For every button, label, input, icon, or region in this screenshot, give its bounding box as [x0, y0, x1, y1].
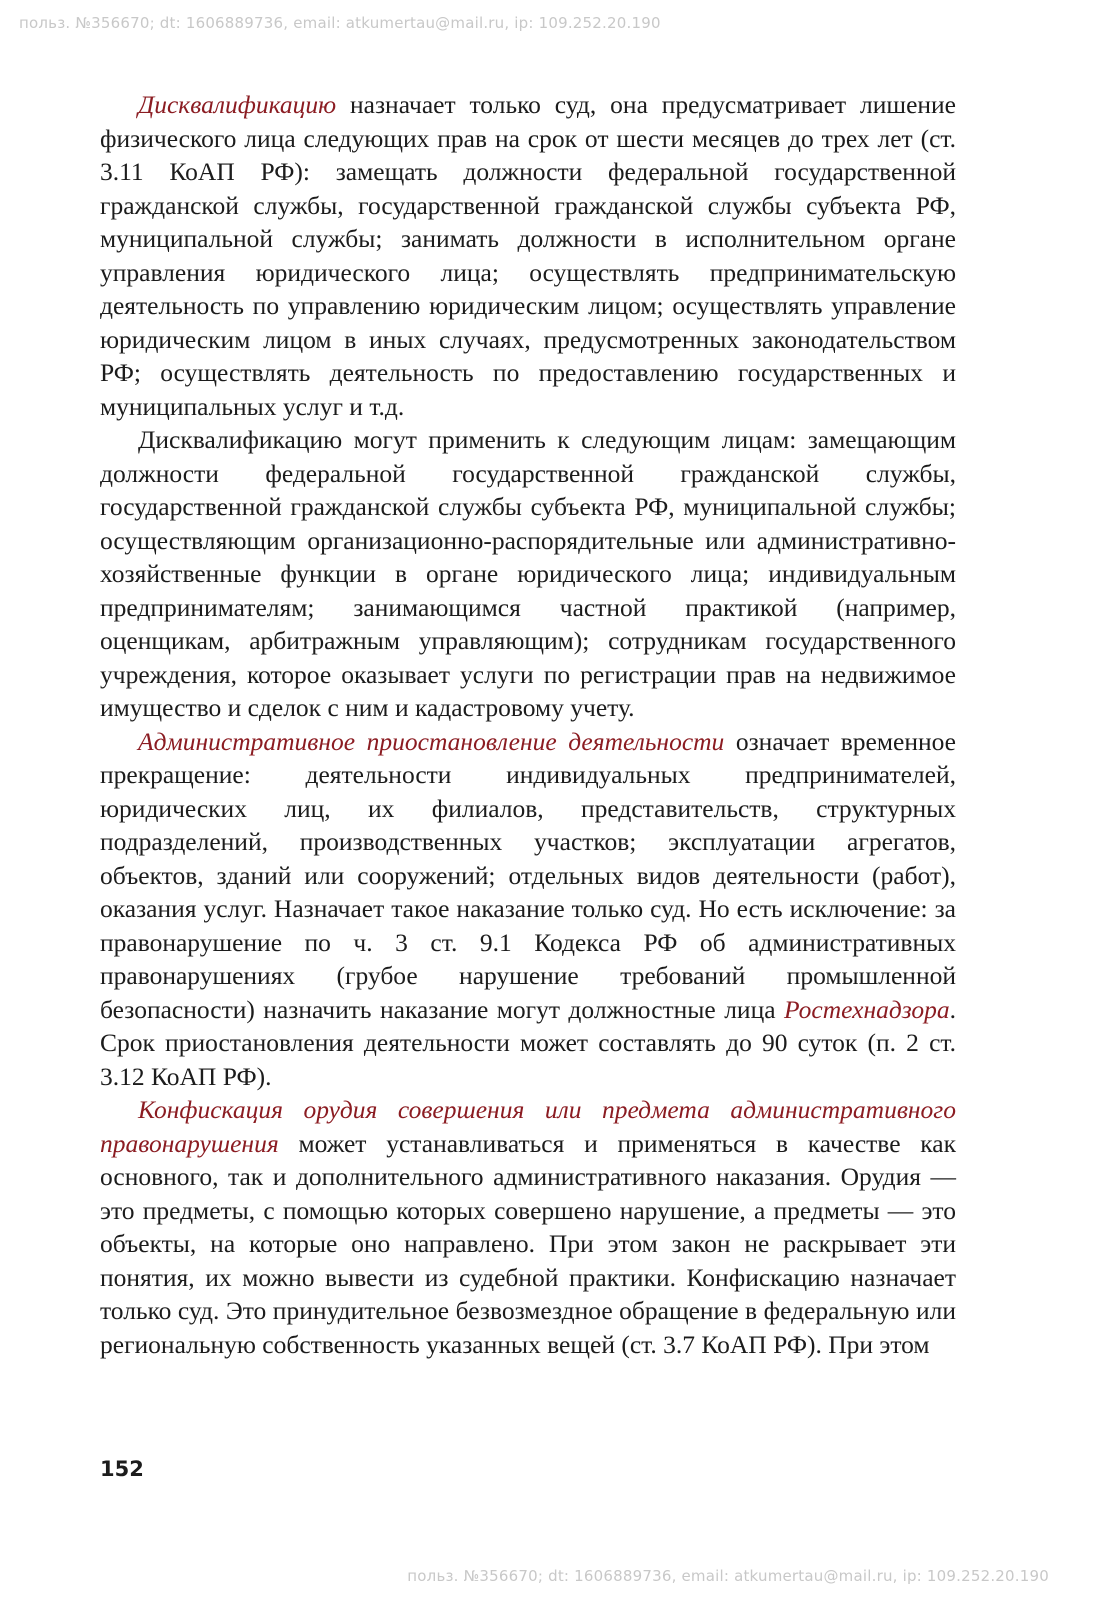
paragraph-text: . Срок приостановления деятельности может составлять до 90 суток (п. 2 ст. 3.12 КоАП РФ). [100, 994, 956, 1091]
paragraph-disqualification-persons [100, 423, 956, 725]
page-body [100, 88, 956, 1361]
paragraph-disqualification [100, 88, 956, 423]
paragraph-text: Дисквалификацию могут применить к следующим лицам: замещающим должности федеральной государственной гражданской службы, государственной гражданской службы субъекта РФ, муниципальной службы; осуществляющим организационно-распорядительные или административно-хозяйственные функции в органе юридического лица; индивидуальным предпринимателям; занимающимся частной практикой (например, оценщикам, арбитражным управляющим); сотрудникам государственного учреждения, которое оказывает услуги по регистрации прав на недвижимое имущество и сделок с ним и кадастровому учету. [100, 425, 956, 722]
watermark-top: польз. №356670; dt: 1606889736, email: atkumertau@mail.ru, ip: 109.252.20.190 [19, 14, 661, 32]
page-number: 152 [100, 1457, 144, 1481]
paragraph-text: назначает только суд, она предусматривает лишение физического лица следующих прав на срок от шести месяцев до трех лет (ст. 3.11 КоАП РФ): замещать должности федеральной государственной гражданской службы, государственной гражданской службы субъекта РФ, муниципальной службы; занимать должности в исполнительном органе управления юридического лица; осуществлять предпринимательскую деятельность по управлению юридическим лицом; осуществлять управление юридическим лицом в иных случаях, предусмотренных законодательством РФ; осуществлять деятельность по предоставлению государственных и муниципальных услуг и т.д. [100, 90, 956, 421]
paragraph-text: означает временное прекращение: деятельности индивидуальных предпринимателей, юридических лиц, их филиалов, представительств, структурных подразделений, производственных участков; эксплуатации агрегатов, объектов, зданий или сооружений; отдельных видов деятельности (работ), оказания услуг. Назначает такое наказание только суд. Но есть исключение: за правонарушение по ч. 3 ст. 9.1 Кодекса РФ об административных правонарушениях (грубое нарушение требований промышленной безопасности) назначить наказание могут должностные лица [100, 726, 956, 1024]
term-suspension: Административное приостановление деятельности [138, 726, 725, 756]
term-disqualification: Дисквалификацию [138, 90, 337, 119]
term-confiscation: Конфискация орудия совершения или предмета административного правонарушения [100, 1095, 956, 1158]
watermark-bottom: польз. №356670; dt: 1606889736, email: atkumertau@mail.ru, ip: 109.252.20.190 [407, 1567, 1049, 1585]
paragraph-suspension [100, 725, 956, 1094]
term-rostekhnadzor: Ростехнадзора [784, 994, 950, 1024]
paragraph-confiscation [100, 1093, 956, 1361]
paragraph-text: может устанавливаться и применяться в качестве как основного, так и дополнительного административного наказания. Орудия — это предметы, с помощью которых совершено нарушение, а предметы — это объекты, на которые оно направлено. При этом закон не раскрывает эти понятия, их можно вывести из судебной практики. Конфискацию назначает только суд. Это принудительное безвозмездное обращение в федеральную или региональную собственность указанных вещей (ст. 3.7 КоАП РФ). При этом [100, 1128, 956, 1359]
